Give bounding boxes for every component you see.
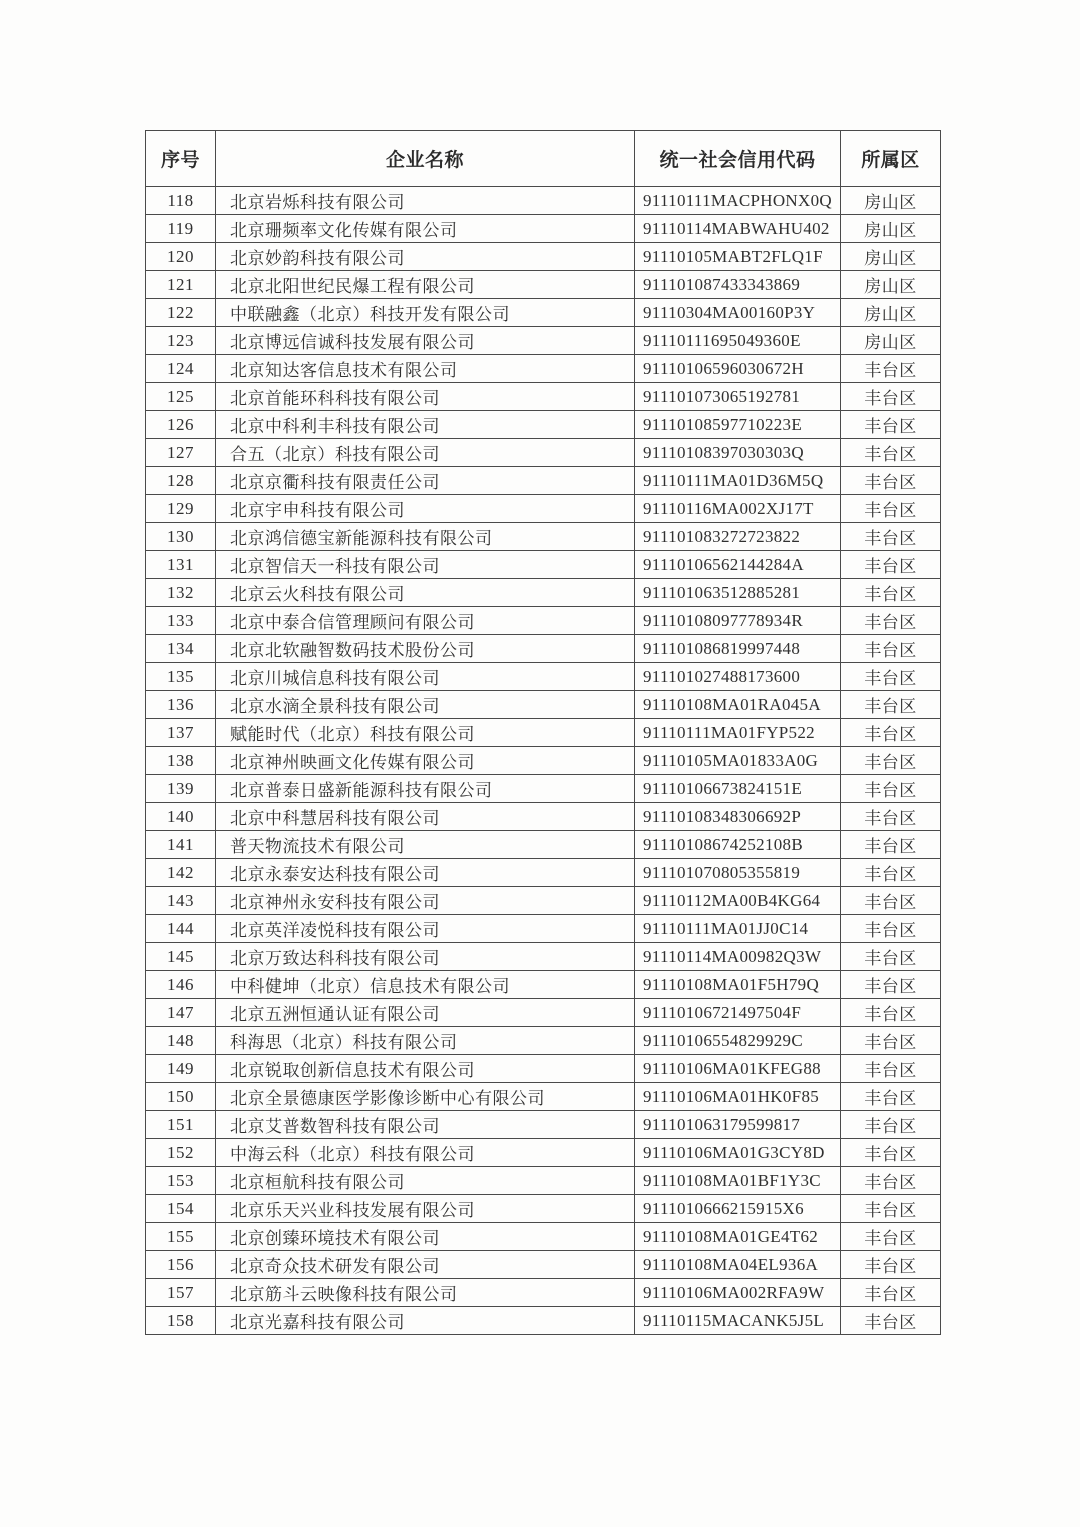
serial-number-cell: 137: [146, 719, 216, 747]
credit-code-cell: 91110108MA01F5H79Q: [635, 971, 841, 999]
table-row: [146, 1139, 941, 1167]
district-cell: 丰台区: [841, 915, 941, 943]
credit-code-cell: 91110304MA00160P3Y: [635, 299, 841, 327]
company-name-cell: 中科健坤（北京）信息技术有限公司: [216, 971, 635, 999]
serial-number-cell: 150: [146, 1083, 216, 1111]
district-cell: 丰台区: [841, 439, 941, 467]
table-row: [146, 831, 941, 859]
table-row: [146, 383, 941, 411]
serial-number-cell: 142: [146, 859, 216, 887]
company-name-cell: 北京宇申科技有限公司: [216, 495, 635, 523]
serial-number-cell: 131: [146, 551, 216, 579]
district-cell: 丰台区: [841, 635, 941, 663]
district-cell: 丰台区: [841, 355, 941, 383]
district-cell: 丰台区: [841, 803, 941, 831]
district-cell: 丰台区: [841, 1055, 941, 1083]
company-name-cell: 中海云科（北京）科技有限公司: [216, 1139, 635, 1167]
serial-number-cell: 153: [146, 1167, 216, 1195]
district-cell: 丰台区: [841, 663, 941, 691]
table-row: [146, 1251, 941, 1279]
table-row: [146, 523, 941, 551]
district-cell: 房山区: [841, 243, 941, 271]
table-row: [146, 663, 941, 691]
company-name-cell: 北京全景德康医学影像诊断中心有限公司: [216, 1083, 635, 1111]
header-company-name: 企业名称: [216, 131, 635, 187]
credit-code-cell: 91110112MA00B4KG64: [635, 887, 841, 915]
company-name-cell: 北京创臻环境技术有限公司: [216, 1223, 635, 1251]
district-cell: 丰台区: [841, 971, 941, 999]
district-cell: 丰台区: [841, 999, 941, 1027]
district-cell: 丰台区: [841, 691, 941, 719]
credit-code-cell: 91110114MA00982Q3W: [635, 943, 841, 971]
serial-number-cell: 157: [146, 1279, 216, 1307]
district-cell: 丰台区: [841, 747, 941, 775]
serial-number-cell: 141: [146, 831, 216, 859]
serial-number-cell: 126: [146, 411, 216, 439]
district-cell: 丰台区: [841, 1223, 941, 1251]
district-cell: 丰台区: [841, 859, 941, 887]
table-row: [146, 747, 941, 775]
credit-code-cell: 91110108MA04EL936A: [635, 1251, 841, 1279]
credit-code-cell: 91110106673824151E: [635, 775, 841, 803]
serial-number-cell: 156: [146, 1251, 216, 1279]
company-name-cell: 北京筋斗云映像科技有限公司: [216, 1279, 635, 1307]
serial-number-cell: 136: [146, 691, 216, 719]
serial-number-cell: 133: [146, 607, 216, 635]
serial-number-cell: 144: [146, 915, 216, 943]
serial-number-cell: 132: [146, 579, 216, 607]
district-cell: 房山区: [841, 215, 941, 243]
table-row: [146, 187, 941, 215]
table-row: [146, 887, 941, 915]
district-cell: 丰台区: [841, 607, 941, 635]
serial-number-cell: 123: [146, 327, 216, 355]
table-row: [146, 1027, 941, 1055]
company-name-cell: 合五（北京）科技有限公司: [216, 439, 635, 467]
serial-number-cell: 145: [146, 943, 216, 971]
credit-code-cell: 91110108348306692P: [635, 803, 841, 831]
serial-number-cell: 130: [146, 523, 216, 551]
table-row: [146, 999, 941, 1027]
credit-code-cell: 9111010666215915X6: [635, 1195, 841, 1223]
table-row: [146, 467, 941, 495]
serial-number-cell: 152: [146, 1139, 216, 1167]
serial-number-cell: 134: [146, 635, 216, 663]
credit-code-cell: 91110108674252108B: [635, 831, 841, 859]
company-name-cell: 北京五洲恒通认证有限公司: [216, 999, 635, 1027]
credit-code-cell: 911101070805355819: [635, 859, 841, 887]
table-row: [146, 355, 941, 383]
table-row: [146, 243, 941, 271]
credit-code-cell: 91110115MACANK5J5L: [635, 1307, 841, 1335]
credit-code-cell: 91110106MA002RFA9W: [635, 1279, 841, 1307]
district-cell: 丰台区: [841, 943, 941, 971]
credit-code-cell: 91110106596030672H: [635, 355, 841, 383]
serial-number-cell: 147: [146, 999, 216, 1027]
company-name-cell: 中联融鑫（北京）科技开发有限公司: [216, 299, 635, 327]
serial-number-cell: 129: [146, 495, 216, 523]
serial-number-cell: 124: [146, 355, 216, 383]
credit-code-cell: 911101087433343869: [635, 271, 841, 299]
company-name-cell: 北京知达客信息技术有限公司: [216, 355, 635, 383]
company-name-cell: 北京万致达科科技有限公司: [216, 943, 635, 971]
table-row: [146, 775, 941, 803]
credit-code-cell: 911101083272723822: [635, 523, 841, 551]
table-row: [146, 719, 941, 747]
table-row: [146, 691, 941, 719]
district-cell: 丰台区: [841, 495, 941, 523]
district-cell: 丰台区: [841, 1195, 941, 1223]
serial-number-cell: 139: [146, 775, 216, 803]
table-row: [146, 1167, 941, 1195]
company-name-cell: 北京妙韵科技有限公司: [216, 243, 635, 271]
district-cell: 丰台区: [841, 1111, 941, 1139]
district-cell: 丰台区: [841, 551, 941, 579]
company-name-cell: 北京神州映画文化传媒有限公司: [216, 747, 635, 775]
company-name-cell: 北京水滴全景科技有限公司: [216, 691, 635, 719]
serial-number-cell: 146: [146, 971, 216, 999]
serial-number-cell: 158: [146, 1307, 216, 1335]
credit-code-cell: 91110111MA01JJ0C14: [635, 915, 841, 943]
serial-number-cell: 121: [146, 271, 216, 299]
credit-code-cell: 91110111MA01FYP522: [635, 719, 841, 747]
serial-number-cell: 120: [146, 243, 216, 271]
table-row: [146, 1279, 941, 1307]
company-name-cell: 北京乐天兴业科技发展有限公司: [216, 1195, 635, 1223]
table-row: [146, 1195, 941, 1223]
credit-code-cell: 91110108097778934R: [635, 607, 841, 635]
credit-code-cell: 91110106721497504F: [635, 999, 841, 1027]
serial-number-cell: 118: [146, 187, 216, 215]
credit-code-cell: 91110108597710223E: [635, 411, 841, 439]
district-cell: 丰台区: [841, 467, 941, 495]
serial-number-cell: 135: [146, 663, 216, 691]
district-cell: 丰台区: [841, 831, 941, 859]
company-name-cell: 北京珊频率文化传媒有限公司: [216, 215, 635, 243]
header-credit-code: 统一社会信用代码: [635, 131, 841, 187]
table-row: [146, 803, 941, 831]
company-name-cell: 北京云火科技有限公司: [216, 579, 635, 607]
credit-code-cell: 911101063512885281: [635, 579, 841, 607]
district-cell: 丰台区: [841, 523, 941, 551]
company-name-cell: 北京中科慧居科技有限公司: [216, 803, 635, 831]
serial-number-cell: 148: [146, 1027, 216, 1055]
company-name-cell: 北京桓航科技有限公司: [216, 1167, 635, 1195]
company-name-cell: 北京川城信息科技有限公司: [216, 663, 635, 691]
company-name-cell: 北京中泰合信管理顾问有限公司: [216, 607, 635, 635]
credit-code-cell: 91110108397030303Q: [635, 439, 841, 467]
table-row: [146, 439, 941, 467]
district-cell: 丰台区: [841, 411, 941, 439]
district-cell: 丰台区: [841, 1251, 941, 1279]
district-cell: 丰台区: [841, 719, 941, 747]
header-district: 所属区: [841, 131, 941, 187]
credit-code-cell: 91110106562144284A: [635, 551, 841, 579]
table-row: [146, 607, 941, 635]
credit-code-cell: 911101073065192781: [635, 383, 841, 411]
company-name-cell: 北京锐取创新信息技术有限公司: [216, 1055, 635, 1083]
district-cell: 丰台区: [841, 775, 941, 803]
table-row: [146, 1307, 941, 1335]
credit-code-cell: 911101027488173600: [635, 663, 841, 691]
header-serial-number: 序号: [146, 131, 216, 187]
credit-code-cell: 91110106MA01KFEG88: [635, 1055, 841, 1083]
table-row: [146, 971, 941, 999]
credit-code-cell: 91110108MA01RA045A: [635, 691, 841, 719]
table-row: [146, 1083, 941, 1111]
serial-number-cell: 128: [146, 467, 216, 495]
district-cell: 丰台区: [841, 1083, 941, 1111]
company-name-cell: 北京博远信诚科技发展有限公司: [216, 327, 635, 355]
serial-number-cell: 122: [146, 299, 216, 327]
district-cell: 房山区: [841, 299, 941, 327]
company-name-cell: 北京智信天一科技有限公司: [216, 551, 635, 579]
credit-code-cell: 91110105MABT2FLQ1F: [635, 243, 841, 271]
district-cell: 房山区: [841, 187, 941, 215]
district-cell: 丰台区: [841, 1279, 941, 1307]
company-name-cell: 北京普泰日盛新能源科技有限公司: [216, 775, 635, 803]
credit-code-cell: 91110111695049360E: [635, 327, 841, 355]
serial-number-cell: 155: [146, 1223, 216, 1251]
table-row: [146, 411, 941, 439]
district-cell: 丰台区: [841, 887, 941, 915]
credit-code-cell: 91110108MA01GE4T62: [635, 1223, 841, 1251]
table-row: [146, 859, 941, 887]
company-name-cell: 普天物流技术有限公司: [216, 831, 635, 859]
serial-number-cell: 154: [146, 1195, 216, 1223]
serial-number-cell: 119: [146, 215, 216, 243]
company-name-cell: 北京岩烁科技有限公司: [216, 187, 635, 215]
district-cell: 丰台区: [841, 579, 941, 607]
company-name-cell: 北京中科利丰科技有限公司: [216, 411, 635, 439]
serial-number-cell: 138: [146, 747, 216, 775]
table-row: [146, 271, 941, 299]
table-row: [146, 327, 941, 355]
company-name-cell: 科海思（北京）科技有限公司: [216, 1027, 635, 1055]
credit-code-cell: 91110111MA01D36M5Q: [635, 467, 841, 495]
company-name-cell: 北京首能环科科技有限公司: [216, 383, 635, 411]
company-name-cell: 北京奇众技术研发有限公司: [216, 1251, 635, 1279]
table-row: [146, 299, 941, 327]
company-name-cell: 赋能时代（北京）科技有限公司: [216, 719, 635, 747]
company-table: [145, 130, 941, 1335]
serial-number-cell: 127: [146, 439, 216, 467]
company-name-cell: 北京光嘉科技有限公司: [216, 1307, 635, 1335]
credit-code-cell: 911101086819997448: [635, 635, 841, 663]
credit-code-cell: 91110116MA002XJ17T: [635, 495, 841, 523]
company-name-cell: 北京神州永安科技有限公司: [216, 887, 635, 915]
credit-code-cell: 911101063179599817: [635, 1111, 841, 1139]
table-row: [146, 1055, 941, 1083]
credit-code-cell: 91110105MA01833A0G: [635, 747, 841, 775]
serial-number-cell: 143: [146, 887, 216, 915]
credit-code-cell: 91110114MABWAHU402: [635, 215, 841, 243]
credit-code-cell: 91110108MA01BF1Y3C: [635, 1167, 841, 1195]
credit-code-cell: 91110106MA01G3CY8D: [635, 1139, 841, 1167]
district-cell: 房山区: [841, 271, 941, 299]
serial-number-cell: 149: [146, 1055, 216, 1083]
table-row: [146, 635, 941, 663]
company-name-cell: 北京京衢科技有限责任公司: [216, 467, 635, 495]
table-row: [146, 551, 941, 579]
district-cell: 丰台区: [841, 1139, 941, 1167]
district-cell: 房山区: [841, 327, 941, 355]
company-table-body: [146, 187, 941, 1335]
district-cell: 丰台区: [841, 1027, 941, 1055]
company-name-cell: 北京鸿信德宝新能源科技有限公司: [216, 523, 635, 551]
credit-code-cell: 91110111MACPHONX0Q: [635, 187, 841, 215]
company-name-cell: 北京北软融智数码技术股份公司: [216, 635, 635, 663]
table-row: [146, 579, 941, 607]
table-row: [146, 495, 941, 523]
table-row: [146, 1111, 941, 1139]
credit-code-cell: 91110106MA01HK0F85: [635, 1083, 841, 1111]
serial-number-cell: 151: [146, 1111, 216, 1139]
table-row: [146, 915, 941, 943]
company-name-cell: 北京艾普数智科技有限公司: [216, 1111, 635, 1139]
table-row: [146, 215, 941, 243]
company-name-cell: 北京英洋凌悦科技有限公司: [216, 915, 635, 943]
credit-code-cell: 91110106554829929C: [635, 1027, 841, 1055]
company-name-cell: 北京永泰安达科技有限公司: [216, 859, 635, 887]
serial-number-cell: 125: [146, 383, 216, 411]
table-row: [146, 1223, 941, 1251]
table-header: [146, 131, 941, 187]
header-row: [146, 131, 941, 187]
district-cell: 丰台区: [841, 1307, 941, 1335]
company-name-cell: 北京北阳世纪民爆工程有限公司: [216, 271, 635, 299]
district-cell: 丰台区: [841, 1167, 941, 1195]
table-row: [146, 943, 941, 971]
serial-number-cell: 140: [146, 803, 216, 831]
district-cell: 丰台区: [841, 383, 941, 411]
